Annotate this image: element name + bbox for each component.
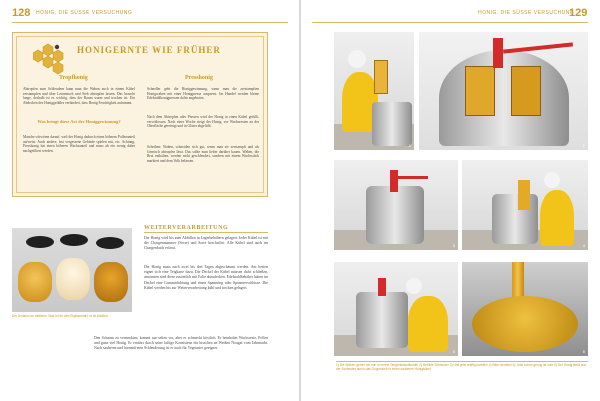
section-rule [144, 232, 268, 233]
beekeeper-cap [348, 50, 366, 68]
section-paragraph-2: Der Honig muss nach zwei bis drei Tagen abgeschäumt werden. Am besten eignet sich eine Teigkarte dazu. Die Deckel der Kübel müssen dicht schließen, ansonsten sind diese zusätzlich mit Folie abzudecken. Edelstahlbehälter haben im Deckel eine Gummidichtung und einen Spannring oder Spannverschlüsse. Die Kübel werden bis zur Weiterverarbeitung kühl und trocken gelagert. [144, 265, 268, 290]
col2-paragraph-3: Scheiben: Waben, schneiden sich gut, wenn man sie zerstampft und als Gemisch abtropfen lässt. Das sollte man lieber darüber kauen. Waben, die Brut enthalten, werden nicht geschleudert, sondern mit einem Wachsstück markiert und dem Volk belassen. [147, 145, 259, 163]
photo-sequence-caption: 1) Die Waben gehen ich nun in meine Tangentialschleuder 2) Befüllte Schleuder 3) Und jetzt kräftig kurbeln! 4) Bitte wenden! 5) Jetzt schon genug ist zum 6) Der Honig fließt aus der Schleuder durch das Doppelsieb in einen sauberen Honigkübel [336, 363, 586, 372]
col1-subhead: Tropfhonig [59, 75, 88, 81]
honey-jars-photo [12, 228, 132, 312]
jar-lid [60, 234, 88, 246]
honey-in-sieve [472, 296, 578, 352]
extractor-drum [492, 194, 538, 244]
jar-lid [96, 237, 124, 249]
right-running-head: HONIG, DIE SÜSSE VERSUCHUNG [478, 10, 575, 16]
beekeeper-cap [544, 172, 560, 188]
col2-subhead: Presshonig [185, 75, 213, 81]
honey-frame [511, 66, 541, 116]
col1-paragraph-2: Manche schwören darauf, weil der Honig dadurch einen höheren Pollenanteil aufweist. Auch andere, fast vergessene Gebinde spielen mit, etc. Achtung, Presshonig hat einen höheren Wachsanteil und muss ab ein wenig dabei nachgefiltert werden. [23, 135, 135, 153]
col2-paragraph-1: Schneller geht die Honiggewinnung, wenn man die zerstampften Honigwaben mit einer Honigpresse auspresst. Im Handel werden kleine Edelstahlhonigpressen dafür angeboten. [147, 87, 259, 101]
photo-number: 4 [582, 243, 585, 248]
info-box [12, 32, 268, 197]
section-paragraph-1: Der Honig wird bis zum Abfüllen in Lagerbehältern gelagert. Jeder Kübel ist mit der Chargennummer (Sorte) und Sorte beschriftet. Alle Kübel sind auch im Chargenbuch erfasst. [144, 236, 268, 251]
honey-frame [518, 180, 530, 210]
honey-frame [465, 66, 495, 116]
photo-filled-extractor [419, 32, 588, 150]
photo-honey-flowing [462, 262, 588, 356]
left-running-head: HONIG, DIE SÜSSE VERSUCHUNG [36, 10, 133, 16]
crank-handle [394, 176, 428, 179]
extractor-drum [366, 186, 424, 244]
caption-rule [336, 361, 588, 362]
page-gutter [299, 0, 301, 401]
photo-number: 6 [582, 349, 585, 354]
section-title: WEITERVERARBEITUNG [144, 225, 229, 231]
jar-caption: Der Schaum im mittleren Glas ist für den Eigenbedarf, er ist köstlich. [12, 314, 109, 318]
crank-motor [493, 38, 503, 68]
photo-turning-frames [462, 160, 588, 250]
honeycomb-logo [33, 43, 69, 77]
crank-motor [378, 278, 386, 296]
photo-cranking [334, 160, 458, 250]
left-page-number: 128 [12, 7, 31, 19]
col1-paragraph-1: Abtropfen zum Schleudern kann man die Waben auch in einem Kübel zerstampfen und über Leinentuch und Sieb abtropfen lassen. Das braucht lange, deshalb ist es wichtig, dass der Raum warm und trocken ist. Ein Abdecken des Honiggefäßes verhindert, dass Honig Feuchtigkeit aufnimmt. [23, 87, 135, 105]
honey-jar [18, 262, 52, 302]
photo-number: 5 [452, 349, 455, 354]
extractor-drum [356, 292, 408, 348]
jar-lid [26, 236, 54, 248]
right-page-number: 129 [569, 7, 588, 19]
col1-question: Was bringt diese Art der Honiggewinnung? [37, 119, 121, 124]
foam-jar [56, 258, 90, 300]
photo-number: 3 [452, 243, 455, 248]
section-paragraph-3: Den Schaum zu vermarkten, kommt nur selten vor, aber er schmeckt köstlich. Er beinhaltet Wachsreste, Pollen und ganz viel Honig. Er ernährt durch seine luftige Konsistenz ein bisschen an Weißen Nougat vom Jahrmarkt. Nach sauberen und bienenfreien Schleuderung ist er auch für Vegetarier geeignet. [94, 336, 268, 351]
beekeeper [540, 190, 574, 246]
beekeeper [408, 296, 448, 352]
photo-loading-frames [334, 32, 414, 150]
photo-number: 1 [408, 143, 411, 148]
honey-frame [374, 60, 388, 94]
box-title: HONIGERNTE WIE FRÜHER [77, 45, 221, 55]
col2-paragraph-2: Nach dem Abtropfen oder Pressen wird der Honig in einen Kübel gefüllt, verschlossen. Nach einer Woche steigt der Honig, vor Wachsresten an der Oberfläche gereinigt und in Gläser abgefüllt. [147, 115, 259, 129]
photo-checking-extractor [334, 262, 458, 356]
left-header-rule [12, 22, 288, 23]
right-header-rule [312, 22, 588, 23]
photo-number: 2 [582, 143, 585, 148]
extractor-drum [439, 50, 569, 146]
honey-jar [94, 262, 128, 302]
extractor-drum [372, 102, 412, 146]
crank-motor [390, 170, 398, 192]
beekeeper-cap [406, 278, 422, 294]
